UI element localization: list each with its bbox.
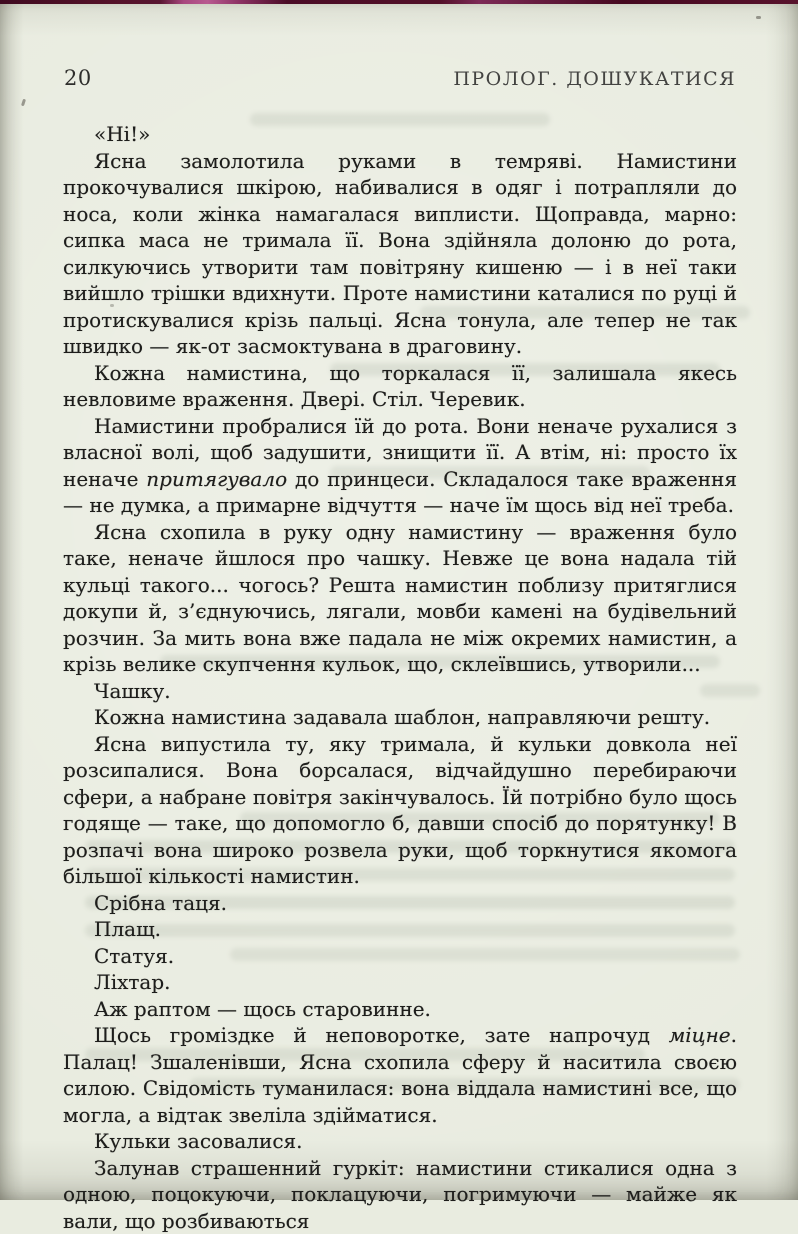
text-segment: Статуя. xyxy=(94,944,174,968)
text-segment: Срібна таця. xyxy=(94,891,227,915)
text-segment: Ясна замолотила руками в темряві. Намистини прокочувалися шкірою, набивалися в одяг і потрапляли до носа, коли жінка намагалася виплисти. Щоправда, марно: сипка маса не тримала її. Вона здійняла долоню до рота, силкуючись утворити там повітряну кишеню — і в неї таки вийшло трішки вдихнути. Проте намистини каталися по руці й протискувалися крізь пальці. Ясна тонула, але тепер не так швидко — як-от засмоктувана в драговину. xyxy=(63,149,737,359)
paragraph xyxy=(63,890,737,917)
running-title: ПРОЛОГ. ДОШУКАТИСЯ xyxy=(453,68,736,90)
paragraph xyxy=(63,413,737,519)
text-segment: Кожна намистина задавала шаблон, направляючи решту. xyxy=(94,705,710,729)
text-segment: . Палац! Зшаленівши, Ясна схопила сферу й наситила своєю силою. Свідомість туманилася: вона віддала намистині все, що могла, а відтак звеліла здійматися. xyxy=(63,1023,737,1127)
paragraph xyxy=(63,678,737,705)
paragraph xyxy=(63,704,737,731)
scan-speck xyxy=(21,99,26,107)
text-segment: Ліхтар. xyxy=(94,970,171,994)
page-body xyxy=(63,121,737,1234)
text-segment: Кульки засовалися. xyxy=(94,1129,303,1153)
paragraph xyxy=(63,1155,737,1234)
italic-text: міцне xyxy=(669,1023,731,1047)
italic-text: притягувало xyxy=(146,467,287,491)
scan-speck xyxy=(756,16,761,19)
paragraph xyxy=(63,121,737,148)
page-number: 20 xyxy=(64,66,92,90)
text-segment: Кожна намистина, що торкалася її, залишала якесь невловиме враження. Двері. Стіл. Черевик. xyxy=(63,361,737,412)
book-spine-edge xyxy=(0,0,798,4)
paragraph xyxy=(63,943,737,970)
text-segment: Плащ. xyxy=(94,917,161,941)
text-segment: Ясна схопила в руку одну намистину — враження було таке, неначе йшлося про чашку. Невже це вона надала тій кульці такого... чогось? Решта намистин поблизу притяглися докупи й, з’єднуючись, лягали, мовби камені на будівельний розчин. За мить вона вже падала не між окремих намистин, а крізь велике скупчення кульок, що, склеївшись, утворили... xyxy=(63,520,737,677)
text-segment: Ясна випустила ту, яку тримала, й кульки довкола неї розсипалися. Вона борсалася, відчайдушно перебираючи сфери, а набране повітря закінчувалось. Їй потрібно було щось годяще — таке, що допомогло б, давши спосіб до порятунку! В розпачі вона широко розвела руки, щоб торкнутися якомога більшої кількості намистин. xyxy=(63,732,737,889)
paragraph xyxy=(63,996,737,1023)
paragraph xyxy=(63,1128,737,1155)
text-segment: Аж раптом — щось старовинне. xyxy=(94,997,431,1021)
text-segment: Залунав страшенний гуркіт: намистини стикалися одна з одною, поцокуючи, поклацуючи, погримуючи — майже як вали, що розбиваються xyxy=(63,1156,737,1233)
text-segment: Чашку. xyxy=(94,679,171,703)
paragraph xyxy=(63,916,737,943)
text-segment: Намистини пробралися їй до рота. Вони неначе рухалися з власної волі, щоб задушити, знищити її. А втім, ні: просто їх неначе xyxy=(63,414,737,491)
text-segment: до принцеси. Складалося таке враження — не думка, а примарне відчуття — наче їм щось від неї треба. xyxy=(63,467,737,518)
paragraph xyxy=(63,360,737,413)
paragraph xyxy=(63,1022,737,1128)
paragraph xyxy=(63,969,737,996)
text-segment: «Ні!» xyxy=(94,122,150,146)
page-header xyxy=(64,66,736,90)
paragraph xyxy=(63,519,737,678)
paragraph xyxy=(63,731,737,890)
paragraph xyxy=(63,148,737,360)
text-segment: Щось громіздке й неповоротке, зате напрочуд xyxy=(94,1023,669,1047)
